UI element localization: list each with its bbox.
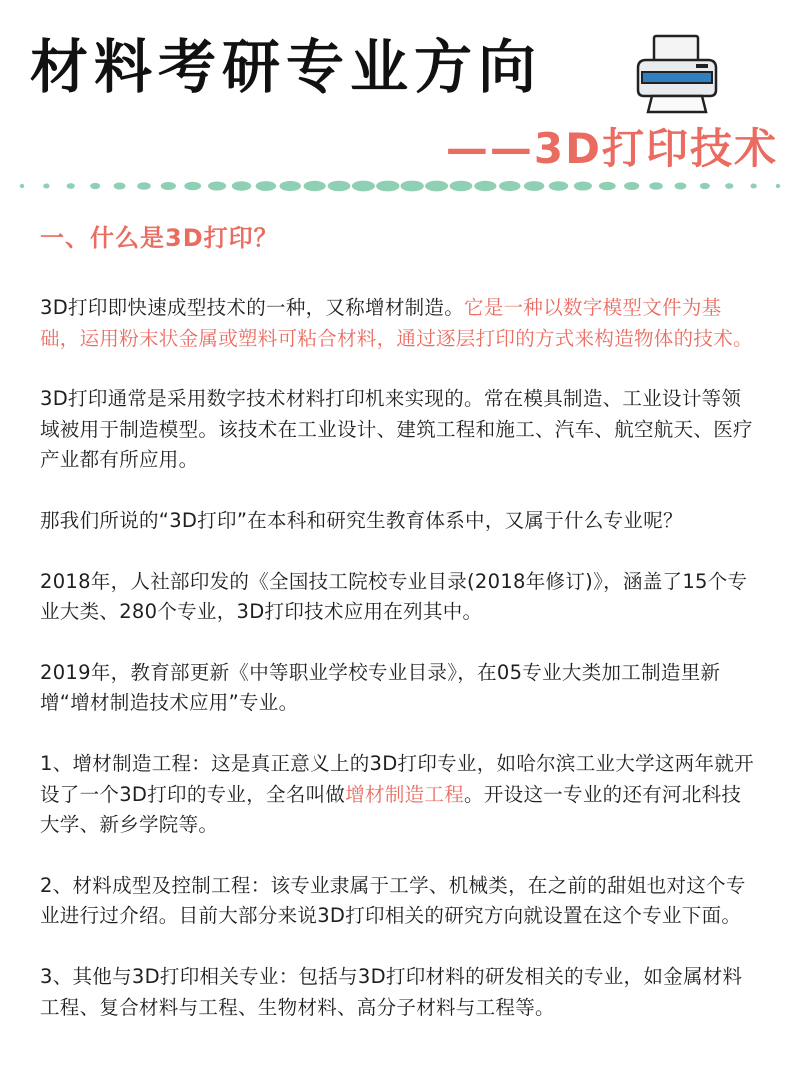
divider-dot: [232, 181, 251, 190]
article-body: [40, 293, 758, 1053]
divider-dot: [574, 181, 592, 190]
divider-dot: [524, 181, 545, 191]
divider-dot: [750, 183, 756, 188]
dotted-divider: [18, 176, 782, 196]
divider-dot: [328, 181, 351, 192]
divider-dot: [624, 182, 639, 190]
divider-dot: [474, 181, 496, 191]
divider-dot: [280, 181, 301, 191]
divider-dot: [700, 183, 710, 189]
paragraph-2019: 2019年，教育部更新《中等职业学校专业目录》，在05专业大类加工制造里新增“增材制造技术应用”专业。: [40, 660, 721, 715]
major-1-highlight: 增材制造工程: [345, 782, 465, 806]
divider-dot: [549, 181, 568, 190]
divider-dot: [599, 182, 616, 191]
paragraph-major-3: 3、其他与3D打印相关专业：包括与3D打印材料的研发相关的专业，如金属材料工程、复合材料与工程、生物材料、高分子材料与工程等。: [40, 964, 743, 1019]
paragraph-usage: 3D打印通常是采用数字技术材料打印机来实现的。常在模具制造、工业设计等领域被用于制造模型。该技术在工业设计、建筑工程和施工、汽车、航空航天、医疗产业都有所应用。: [40, 387, 753, 472]
divider-dot: [649, 182, 663, 190]
divider-dot: [90, 183, 100, 189]
divider-dot: [184, 182, 201, 191]
major-1-text-after: 。开设这一专业的还有河北科技大学、新乡学院等。: [40, 782, 742, 837]
paragraph-major-1: [40, 749, 758, 841]
divider-dot: [67, 183, 75, 189]
divider-dot: [725, 183, 733, 189]
section-heading: 一、什么是3D打印？: [40, 224, 279, 252]
divider-dot: [208, 181, 226, 190]
page-title: 材料考研专业方向: [30, 33, 543, 101]
divider-dot: [401, 181, 424, 192]
divider-dot: [376, 181, 399, 192]
paragraph-intro: [40, 293, 758, 354]
paragraph-2018: 2018年，人社部印发的《全国技工院校专业目录(2018年修订)》，涵盖了15个专业大类、280个专业，3D打印技术应用在列其中。: [40, 569, 748, 624]
divider-dot: [352, 181, 375, 192]
intro-text: 3D打印即快速成型技术的一种，又称增材制造。: [40, 296, 465, 319]
printer-icon: [632, 28, 722, 118]
divider-dot: [304, 181, 326, 191]
divider-dot: [450, 181, 473, 192]
major-1-text-before: 1、增材制造工程：这是真正意义上的3D打印专业，如哈尔滨工业大学这两年就开设了一个3D打印的专业，全名叫做: [40, 751, 754, 806]
page-subtitle: ——3D打印技术: [445, 124, 778, 173]
intro-highlight: 它是一种以数字模型文件为基础，运用粉末状金属或塑料可粘合材料，通过逐层打印的方式来构造物体的技术。: [40, 296, 753, 350]
paragraph-question: 那我们所说的“3D打印”在本科和研究生教育体系中，又属于什么专业呢？: [40, 508, 683, 532]
divider-dot: [499, 181, 520, 191]
divider-dot: [256, 181, 277, 191]
divider-dot: [675, 183, 687, 190]
divider-dot: [776, 184, 780, 188]
paragraph-major-2: 2、材料成型及控制工程：该专业隶属于工学、机械类，在之前的甜姐也对这个专业进行过介绍。目前大部分来说3D打印相关的研究方向就设置在这个专业下面。: [40, 873, 746, 928]
divider-dot: [137, 182, 151, 190]
divider-dot: [20, 184, 24, 188]
divider-dot: [43, 183, 49, 188]
divider-dot: [161, 182, 176, 190]
divider-dot: [114, 183, 126, 190]
divider-dot: [425, 181, 448, 192]
